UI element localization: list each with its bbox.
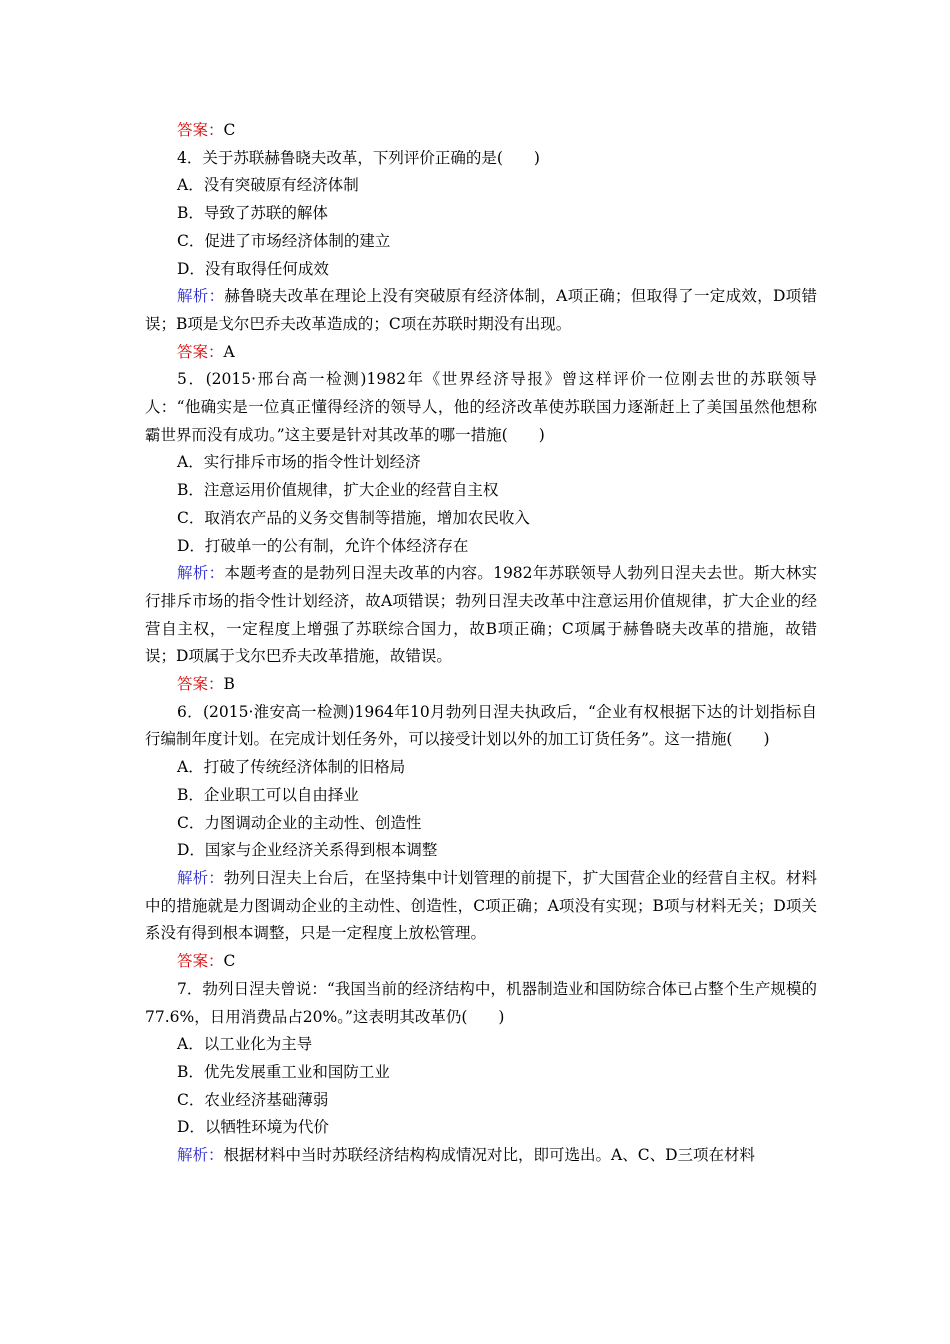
answer-value: C <box>223 952 236 971</box>
q5-stem: 5．(2015·邢台高一检测)1982年《世界经济导报》曾这样评价一位刚去世的苏联领导人：“他确实是一位真正懂得经济的领导人，他的经济改革使苏联国力逐渐赶上了美国虽然他想称霸世界而没有成功。”这主要是针对其改革的哪一措施( ) <box>145 370 817 444</box>
explanation-text: 勃列日涅夫上台后，在坚持集中计划管理的前提下，扩大国营企业的经营自主权。材料中的措施就是力图调动企业的主动性、创造性，C项正确；A项没有实现；B项与材料无关；D项关系没有得到根本调整，只是一定程度上放松管理。 <box>145 868 817 943</box>
q3-answer <box>145 117 817 145</box>
explanation-text: 本题考查的是勃列日涅夫改革的内容。1982年苏联领导人勃列日涅夫去世。斯大林实行排斥市场的指令性计划经济，故A项错误；勃列日涅夫改革中注意运用价值规律，扩大企业的经营自主权，一定程度上增强了苏联综合国力，故B项正确；C项属于赫鲁晓夫改革的措施，故错误；D项属于戈尔巴乔夫改革措施，故错误。 <box>145 564 817 666</box>
explanation-text: 根据材料中当时苏联经济结构构成情况对比，即可选出。A、C、D三项在材料 <box>223 1146 755 1165</box>
q5-option-b: B．注意运用价值规律，扩大企业的经营自主权 <box>177 481 499 500</box>
explanation-label: 解析： <box>177 868 224 887</box>
explanation-label: 解析： <box>177 287 225 306</box>
q6-option-a: A．打破了传统经济体制的旧格局 <box>177 758 406 777</box>
answer-value: A <box>223 342 235 361</box>
answer-value: B <box>223 675 235 694</box>
q5-answer <box>145 671 817 699</box>
q5-option-a: A．实行排斥市场的指令性计划经济 <box>177 453 421 472</box>
q4-option-b: B．导致了苏联的解体 <box>177 204 328 223</box>
q4-answer <box>145 339 817 367</box>
explanation-text: 赫鲁晓夫改革在理论上没有突破原有经济体制，A项正确；但取得了一定成效，D项错误；B项是戈尔巴乔夫改革造成的；C项在苏联时期没有出现。 <box>145 287 817 333</box>
answer-label: 答案： <box>177 121 224 139</box>
answer-value: C <box>223 121 236 139</box>
q5-option-c: C．取消农产品的义务交售制等措施，增加农民收入 <box>177 508 530 527</box>
q4-option-c: C．促进了市场经济体制的建立 <box>177 231 391 250</box>
q5-explanation <box>145 560 817 671</box>
answer-label: 答案： <box>177 342 224 361</box>
q7-option-d: D．以牺牲环境为代价 <box>177 1118 329 1137</box>
q4-stem: 4．关于苏联赫鲁晓夫改革，下列评价正确的是( ) <box>177 148 540 167</box>
document-page <box>145 0 817 1170</box>
top-margin <box>145 0 817 117</box>
q6-option-b: B．企业职工可以自由择业 <box>177 785 359 804</box>
answer-label: 答案： <box>177 675 224 694</box>
q4-explanation <box>145 283 817 338</box>
explanation-label: 解析： <box>177 564 225 583</box>
q7-option-a: A．以工业化为主导 <box>177 1035 313 1054</box>
q5-option-d: D．打破单一的公有制，允许个体经济存在 <box>177 536 469 555</box>
q7-explanation <box>145 1142 817 1170</box>
q7-option-b: B．优先发展重工业和国防工业 <box>177 1062 390 1081</box>
q4-option-d: D．没有取得任何成效 <box>177 259 329 278</box>
q6-stem: 6．(2015·淮安高一检测)1964年10月勃列日涅夫执政后，“企业有权根据下达的计划指标自行编制年度计划。在完成计划任务外，可以接受计划以外的加工订货任务”。这一措施( ) <box>145 702 817 749</box>
q7-option-c: C．农业经济基础薄弱 <box>177 1090 329 1109</box>
q4-option-a: A．没有突破原有经济体制 <box>177 176 359 195</box>
explanation-label: 解析： <box>177 1146 224 1165</box>
q6-option-c: C．力图调动企业的主动性、创造性 <box>177 813 422 832</box>
q6-answer <box>145 948 817 976</box>
q7-stem: 7．勃列日涅夫曾说：“我国当前的经济结构中，机器制造业和国防综合体已占整个生产规模的77.6%，日用消费品占20%。”这表明其改革仍( ) <box>145 979 817 1026</box>
answer-label: 答案： <box>177 952 224 971</box>
q6-option-d: D．国家与企业经济关系得到根本调整 <box>177 841 438 860</box>
q6-explanation <box>145 865 817 948</box>
